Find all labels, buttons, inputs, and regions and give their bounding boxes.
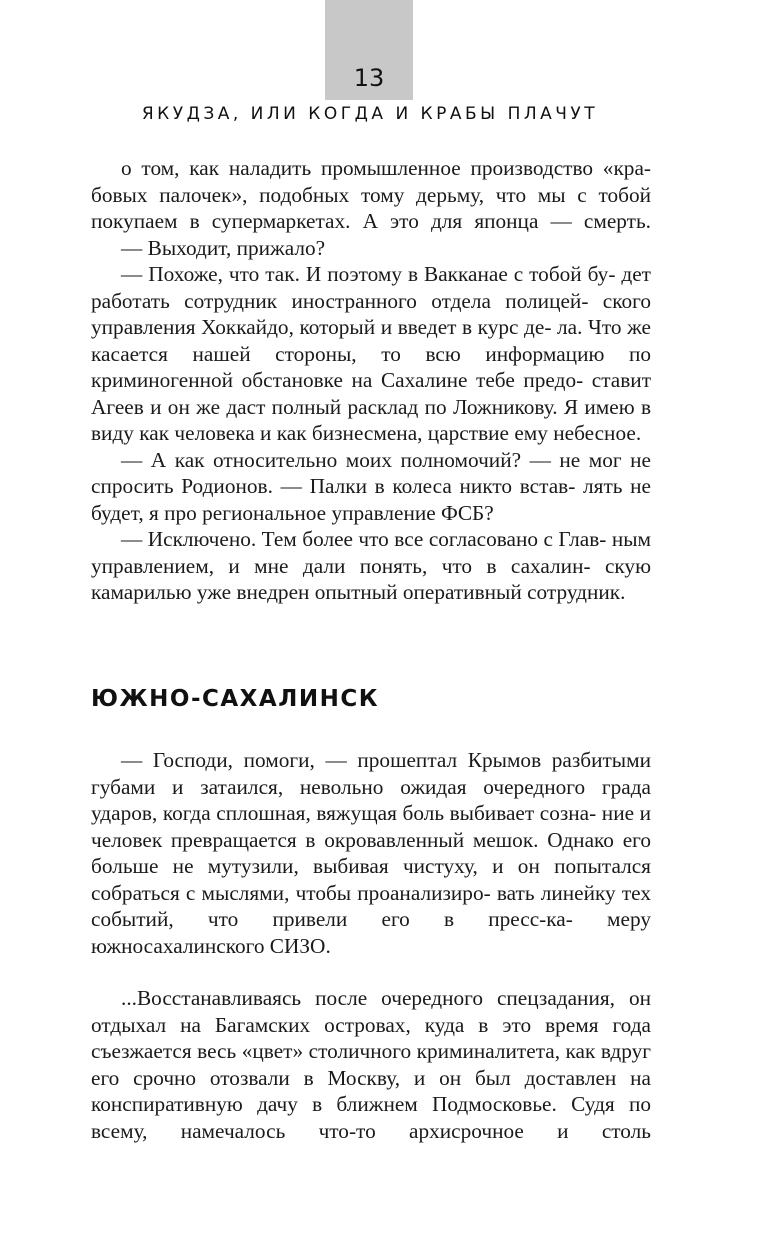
paragraph: о том, как наладить промышленное производство «кра- бовых палочек», подобных тому дерьму, что мы с тобой покупаем в супермаркетах. А это для японца — смерть. — [91, 156, 651, 233]
paragraph: — А как относительно моих полномочий? — не мог не спросить Родионов. — Палки в колеса никто встав- лять не будет, я про региональное управление ФСБ? — [91, 447, 652, 525]
section-heading: ЮЖНО-САХАЛИНСК — [91, 686, 379, 712]
page-number: 13 — [353, 64, 385, 92]
paragraph: — Похоже, что так. И поэтому в Вакканае с тобой бу- дет работать сотрудник иностранного отдела полицей- ского управления Хоккайдо, который и введет в курс де- ла. Что же касается нашей стороны, то всю информацию по криминогенной обстановке на Сахалине тебе предо- ставит Агеев и он же даст полный расклад по Ложникову. Я имею в виду как человека и как бизнесмена, царствие ему небесное. — [91, 262, 652, 445]
text-block-section — [91, 747, 651, 959]
running-title: ЯКУДЗА, ИЛИ КОГДА И КРАБЫ ПЛАЧУТ — [141, 104, 599, 124]
paragraph: ...Восстанавливаясь после очередного спецзадания, он отдыхал на Багамских островах, куда в это время года съезжается весь «цвет» столичного криминалитета, как вдруг его срочно отозвали в Москву, и он был доставлен на конспиративную дачу в ближнем Подмосковье. Судя по всему, намечалось что-то архисрочное и столь — [91, 986, 652, 1143]
paragraph: — Исключено. Тем более что все согласовано с Глав- ным управлением, и мне дали понять, что в сахалин- скую камарилью уже внедрен опытный оперативный сотрудник. — [91, 527, 652, 604]
text-block-flashback — [91, 985, 651, 1144]
paragraph: — Господи, помоги, — прошептал Крымов разбитыми губами и затаился, невольно ожидая очередного града ударов, когда сплошная, вяжущая боль выбивает созна- ние и человек превращается в окровавленный мешок. Однако его больше не мутузили, выбивая чистуху, и он попытался собраться с мыслями, чтобы проанализиро- вать линейку тех событий, что привели его в пресс-ка- меру южносахалинского СИЗО. — [91, 748, 652, 958]
text-block-dialogue — [91, 155, 651, 606]
paragraph: — Выходит, прижало? — [121, 235, 326, 260]
